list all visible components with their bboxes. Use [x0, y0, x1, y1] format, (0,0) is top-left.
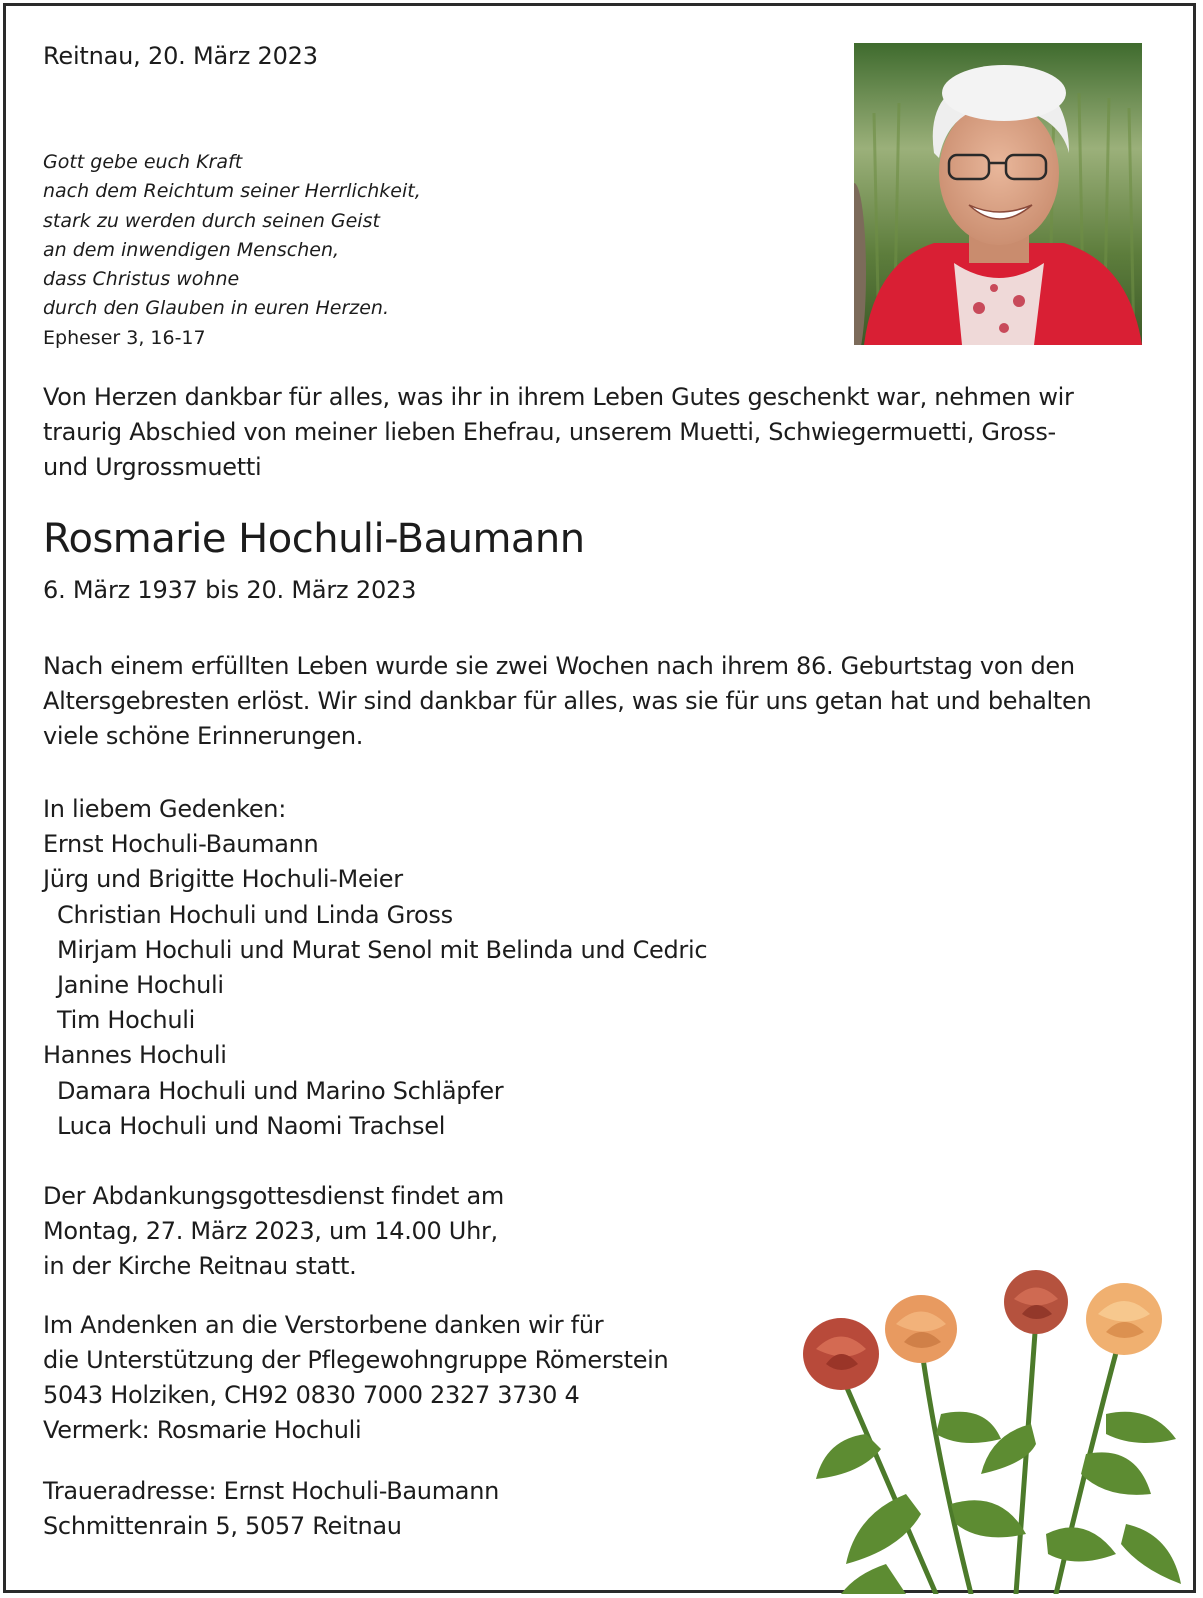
mourning-address — [43, 1474, 499, 1544]
bible-verse — [43, 148, 421, 353]
mourners-list — [43, 792, 707, 1144]
verse-line: stark zu werden durch seinen Geist — [43, 209, 380, 232]
donation-info — [43, 1308, 668, 1448]
verse-line: dass Christus wohne — [43, 268, 240, 291]
verse-line: durch den Glauben in euren Herzen. — [43, 297, 389, 320]
donation-line: die Unterstützung der Pflegewohngruppe Römerstein — [43, 1346, 669, 1374]
body-line: viele schöne Erinnerungen. — [43, 722, 364, 750]
life-dates: 6. März 1937 bis 20. März 2023 — [43, 576, 417, 604]
body-line: Altersgebresten erlöst. Wir sind dankbar für alles, was sie für uns getan hat und behalten — [43, 687, 1092, 715]
verse-line: Gott gebe euch Kraft — [43, 151, 243, 173]
body-paragraph — [43, 649, 1143, 754]
donation-line: Im Andenken an die Verstorbene danken wir für — [43, 1311, 604, 1339]
mourner-entry: Janine Hochuli — [57, 971, 224, 1000]
intro-line: und Urgrossmuetti — [43, 453, 262, 481]
mourner-entry: Christian Hochuli und Linda Gross — [57, 900, 453, 929]
mourner-entry: Jürg und Brigitte Hochuli-Meier — [43, 865, 403, 894]
mourner-entry: Ernst Hochuli-Baumann — [43, 830, 319, 859]
intro-line: traurig Abschied von meiner lieben Ehefrau, unserem Muetti, Schwiegermuetti, Gross- — [43, 418, 1056, 446]
mourner-entry: Mirjam Hochuli und Murat Senol mit Belinda und Cedric — [57, 935, 708, 964]
place-date: Reitnau, 20. März 2023 — [43, 42, 318, 70]
verse-reference: Epheser 3, 16-17 — [43, 326, 206, 349]
body-line: Nach einem erfüllten Leben wurde sie zwei Wochen nach ihrem 86. Geburtstag von den — [43, 652, 1075, 680]
intro-paragraph — [43, 380, 1133, 485]
mourner-entry: Hannes Hochuli — [43, 1041, 227, 1070]
address-line: Traueradresse: Ernst Hochuli-Baumann — [43, 1477, 500, 1505]
address-line: Schmittenrain 5, 5057 Reitnau — [43, 1512, 402, 1540]
mourner-entry: Luca Hochuli und Naomi Trachsel — [57, 1111, 446, 1140]
roses-illustration — [786, 1264, 1186, 1594]
portrait-photo — [854, 43, 1142, 345]
donation-line: Vermerk: Rosmarie Hochuli — [43, 1416, 362, 1444]
verse-line: nach dem Reichtum seiner Herrlichkeit, — [43, 180, 421, 203]
mourners-heading: In liebem Gedenken: — [43, 795, 287, 823]
verse-line: an dem inwendigen Menschen, — [43, 238, 340, 261]
donation-line: 5043 Holziken, CH92 0830 7000 2327 3730 4 — [43, 1381, 580, 1409]
service-line: in der Kirche Reitnau statt. — [43, 1252, 357, 1280]
mourner-entry: Damara Hochuli und Marino Schläpfer — [57, 1076, 504, 1105]
service-line: Der Abdankungsgottesdienst findet am — [43, 1182, 504, 1210]
mourner-entry: Tim Hochuli — [57, 1006, 195, 1035]
obituary-card — [3, 3, 1196, 1593]
service-info — [43, 1179, 504, 1284]
intro-line: Von Herzen dankbar für alles, was ihr in ihrem Leben Gutes geschenkt war, nehmen wir — [43, 383, 1074, 411]
service-line: Montag, 27. März 2023, um 14.00 Uhr, — [43, 1217, 498, 1245]
deceased-name: Rosmarie Hochuli-Baumann — [43, 516, 585, 562]
